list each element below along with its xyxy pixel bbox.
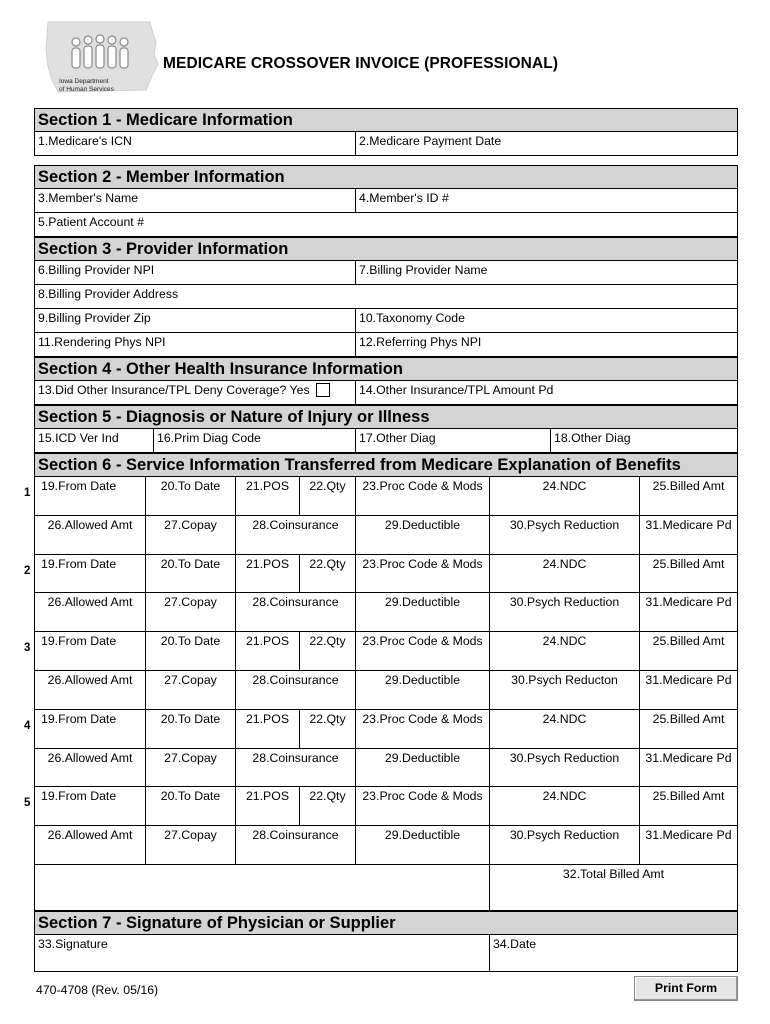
billing-provider-address-field[interactable]: 8.Billing Provider Address <box>38 287 179 301</box>
from-date-field[interactable]: 19.From Date <box>35 632 146 670</box>
medicare-pd-field[interactable]: 31.Medicare Pd <box>645 595 732 610</box>
service-row-bottom <box>34 749 738 788</box>
qty-field[interactable]: 22.Qty <box>300 477 356 515</box>
ndc-field[interactable]: 24.NDC <box>490 477 640 515</box>
service-line-number: 2 <box>24 564 31 577</box>
service-row-bottom <box>34 671 738 710</box>
section-1-heading: Section 1 - Medicare Information <box>34 108 738 132</box>
service-row-top <box>34 787 738 826</box>
ndc-field[interactable]: 24.NDC <box>490 710 640 748</box>
service-line-number: 3 <box>24 642 31 655</box>
page-title: MEDICARE CROSSOVER INVOICE (PROFESSIONAL) <box>163 55 559 72</box>
service-row-bottom <box>34 516 738 555</box>
pos-field[interactable]: 21.POS <box>236 555 300 593</box>
proc-code-mods-field[interactable]: 23.Proc Code & Mods <box>356 787 490 825</box>
service-row-bottom <box>34 826 738 865</box>
other-diagnosis-1-field[interactable]: 17.Other Diag <box>356 429 551 452</box>
copay-field[interactable]: 27.Copay <box>146 516 236 554</box>
service-line <box>24 787 738 865</box>
section-7-row <box>34 935 738 972</box>
tpl-deny-yes-checkbox[interactable] <box>316 383 330 397</box>
ndc-field[interactable]: 24.NDC <box>490 555 640 593</box>
medicare-pd-field[interactable]: 31.Medicare Pd <box>645 750 732 765</box>
total-spacer <box>35 865 490 910</box>
copay-field[interactable]: 27.Copay <box>146 826 236 864</box>
proc-code-mods-field[interactable]: 23.Proc Code & Mods <box>356 477 490 515</box>
service-row-top <box>34 555 738 594</box>
section-3-row-3 <box>34 309 738 333</box>
allowed-amt-field[interactable]: 26.Allowed Amt <box>35 593 146 631</box>
service-line-number: 5 <box>24 797 31 810</box>
section-3-heading: Section 3 - Provider Information <box>34 237 738 261</box>
ndc-field[interactable]: 24.NDC <box>490 632 640 670</box>
deductible-field[interactable]: 29.Deductible <box>356 826 490 864</box>
billing-provider-name-field[interactable]: 7.Billing Provider Name <box>359 263 488 277</box>
coinsurance-field[interactable]: 28.Coinsurance <box>236 749 356 787</box>
section-3-row-4 <box>34 333 738 357</box>
section-5-row <box>34 429 738 453</box>
tpl-deny-coverage-label: 13.Did Other Insurance/TPL Deny Coverage? Yes <box>38 383 310 397</box>
billed-amt-field[interactable]: 25.Billed Amt <box>652 711 725 726</box>
section-4-heading: Section 4 - Other Health Insurance Information <box>34 357 738 381</box>
total-billed-amount-field[interactable]: 32.Total Billed Amt <box>562 866 665 881</box>
service-line <box>24 555 738 633</box>
billing-provider-zip-field[interactable]: 9.Billing Provider Zip <box>35 309 356 332</box>
service-line-number: 4 <box>24 719 31 732</box>
copay-field[interactable]: 27.Copay <box>146 749 236 787</box>
section-2-heading: Section 2 - Member Information <box>34 165 738 189</box>
deductible-field[interactable]: 29.Deductible <box>356 593 490 631</box>
billed-amt-field[interactable]: 25.Billed Amt <box>652 556 725 571</box>
from-date-field[interactable]: 19.From Date <box>35 555 146 593</box>
to-date-field[interactable]: 20.To Date <box>146 787 236 825</box>
section-4-row <box>34 381 738 405</box>
section-2-row-2 <box>34 213 738 237</box>
section-7-heading: Section 7 - Signature of Physician or Supplier <box>34 911 738 935</box>
section-6-heading: Section 6 - Service Information Transferred from Medicare Explanation of Benefits <box>34 453 738 477</box>
qty-field[interactable]: 22.Qty <box>300 787 356 825</box>
medicare-pd-field[interactable]: 31.Medicare Pd <box>645 672 732 687</box>
billed-amt-field[interactable]: 25.Billed Amt <box>652 634 725 649</box>
coinsurance-field[interactable]: 28.Coinsurance <box>236 593 356 631</box>
medicare-pd-field[interactable]: 31.Medicare Pd <box>645 517 732 532</box>
qty-field[interactable]: 22.Qty <box>300 710 356 748</box>
to-date-field[interactable]: 20.To Date <box>146 632 236 670</box>
psych-reduction-field[interactable]: 30.Psych Reducton <box>490 671 640 709</box>
signature-field[interactable]: 33.Signature <box>35 935 490 971</box>
deductible-field[interactable]: 29.Deductible <box>356 749 490 787</box>
tpl-amount-paid-field[interactable]: 14.Other Insurance/TPL Amount Pd <box>359 383 554 397</box>
deductible-field[interactable]: 29.Deductible <box>356 671 490 709</box>
service-line <box>24 477 738 555</box>
copay-field[interactable]: 27.Copay <box>146 593 236 631</box>
service-row-top <box>34 477 738 516</box>
coinsurance-field[interactable]: 28.Coinsurance <box>236 516 356 554</box>
other-diagnosis-2-field[interactable]: 18.Other Diag <box>554 431 631 445</box>
print-form-button[interactable]: Print Form <box>634 976 738 1001</box>
patient-account-field[interactable]: 5.Patient Account # <box>38 215 144 229</box>
medicare-icn-field[interactable]: 1.Medicare's ICN <box>35 132 356 155</box>
service-row-top <box>34 710 738 749</box>
service-line <box>24 710 738 788</box>
coinsurance-field[interactable]: 28.Coinsurance <box>236 671 356 709</box>
member-name-field[interactable]: 3.Member's Name <box>35 189 356 212</box>
service-line-number: 1 <box>24 487 31 499</box>
icd-version-field[interactable]: 15.ICD Ver Ind <box>35 429 154 452</box>
referring-phys-npi-field[interactable]: 12.Referring Phys NPI <box>359 335 482 349</box>
billing-provider-npi-field[interactable]: 6.Billing Provider NPI <box>35 261 356 284</box>
allowed-amt-field[interactable]: 26.Allowed Amt <box>35 516 146 554</box>
medicare-pd-field[interactable]: 31.Medicare Pd <box>645 828 732 843</box>
allowed-amt-field[interactable]: 26.Allowed Amt <box>35 671 146 709</box>
ndc-field[interactable]: 24.NDC <box>490 787 640 825</box>
proc-code-mods-field[interactable]: 23.Proc Code & Mods <box>356 632 490 670</box>
psych-reduction-field[interactable]: 30.Psych Reduction <box>490 516 640 554</box>
tpl-deny-coverage-field <box>35 381 356 404</box>
to-date-field[interactable]: 20.To Date <box>146 477 236 515</box>
psych-reduction-field[interactable]: 30.Psych Reduction <box>490 826 640 864</box>
service-row-bottom <box>34 593 738 632</box>
psych-reduction-field[interactable]: 30.Psych Reduction <box>490 593 640 631</box>
section-1-row <box>34 132 738 156</box>
pos-field[interactable]: 21.POS <box>236 632 300 670</box>
to-date-field[interactable]: 20.To Date <box>146 710 236 748</box>
billed-amt-field[interactable]: 25.Billed Amt <box>652 789 725 804</box>
qty-field[interactable]: 22.Qty <box>300 632 356 670</box>
coinsurance-field[interactable]: 28.Coinsurance <box>236 826 356 864</box>
member-id-field[interactable]: 4.Member's ID # <box>359 191 449 205</box>
section-2-row-1 <box>34 189 738 213</box>
primary-diagnosis-field[interactable]: 16.Prim Diag Code <box>154 429 356 452</box>
to-date-field[interactable]: 20.To Date <box>146 555 236 593</box>
proc-code-mods-field[interactable]: 23.Proc Code & Mods <box>356 555 490 593</box>
service-row-top <box>34 632 738 671</box>
from-date-field[interactable]: 19.From Date <box>35 477 146 515</box>
section-5-heading: Section 5 - Diagnosis or Nature of Injury or Illness <box>34 405 738 429</box>
billed-amt-field[interactable]: 25.Billed Amt <box>652 479 725 493</box>
from-date-field[interactable]: 19.From Date <box>35 710 146 748</box>
taxonomy-code-field[interactable]: 10.Taxonomy Code <box>359 311 465 325</box>
service-line <box>24 632 738 710</box>
invoice-form <box>24 108 738 972</box>
logo-caption: Iowa Department of Human Services <box>59 78 114 93</box>
copay-field[interactable]: 27.Copay <box>146 671 236 709</box>
pos-field[interactable]: 21.POS <box>236 710 300 748</box>
medicare-payment-date-field[interactable]: 2.Medicare Payment Date <box>359 134 502 148</box>
from-date-field[interactable]: 19.From Date <box>35 787 146 825</box>
service-lines <box>24 477 738 865</box>
rendering-phys-npi-field[interactable]: 11.Rendering Phys NPI <box>35 333 356 356</box>
allowed-amt-field[interactable]: 26.Allowed Amt <box>35 826 146 864</box>
psych-reduction-field[interactable]: 30.Psych Reduction <box>490 749 640 787</box>
signature-date-field[interactable]: 34.Date <box>493 936 537 951</box>
total-row <box>34 865 738 911</box>
section-3-row-2 <box>34 285 738 309</box>
pos-field[interactable]: 21.POS <box>236 787 300 825</box>
pos-field[interactable]: 21.POS <box>236 477 300 515</box>
form-number: 470-4708 (Rev. 05/16) <box>36 983 159 997</box>
qty-field[interactable]: 22.Qty <box>300 555 356 593</box>
allowed-amt-field[interactable]: 26.Allowed Amt <box>35 749 146 787</box>
proc-code-mods-field[interactable]: 23.Proc Code & Mods <box>356 710 490 748</box>
section-3-row-1 <box>34 261 738 285</box>
deductible-field[interactable]: 29.Deductible <box>356 516 490 554</box>
